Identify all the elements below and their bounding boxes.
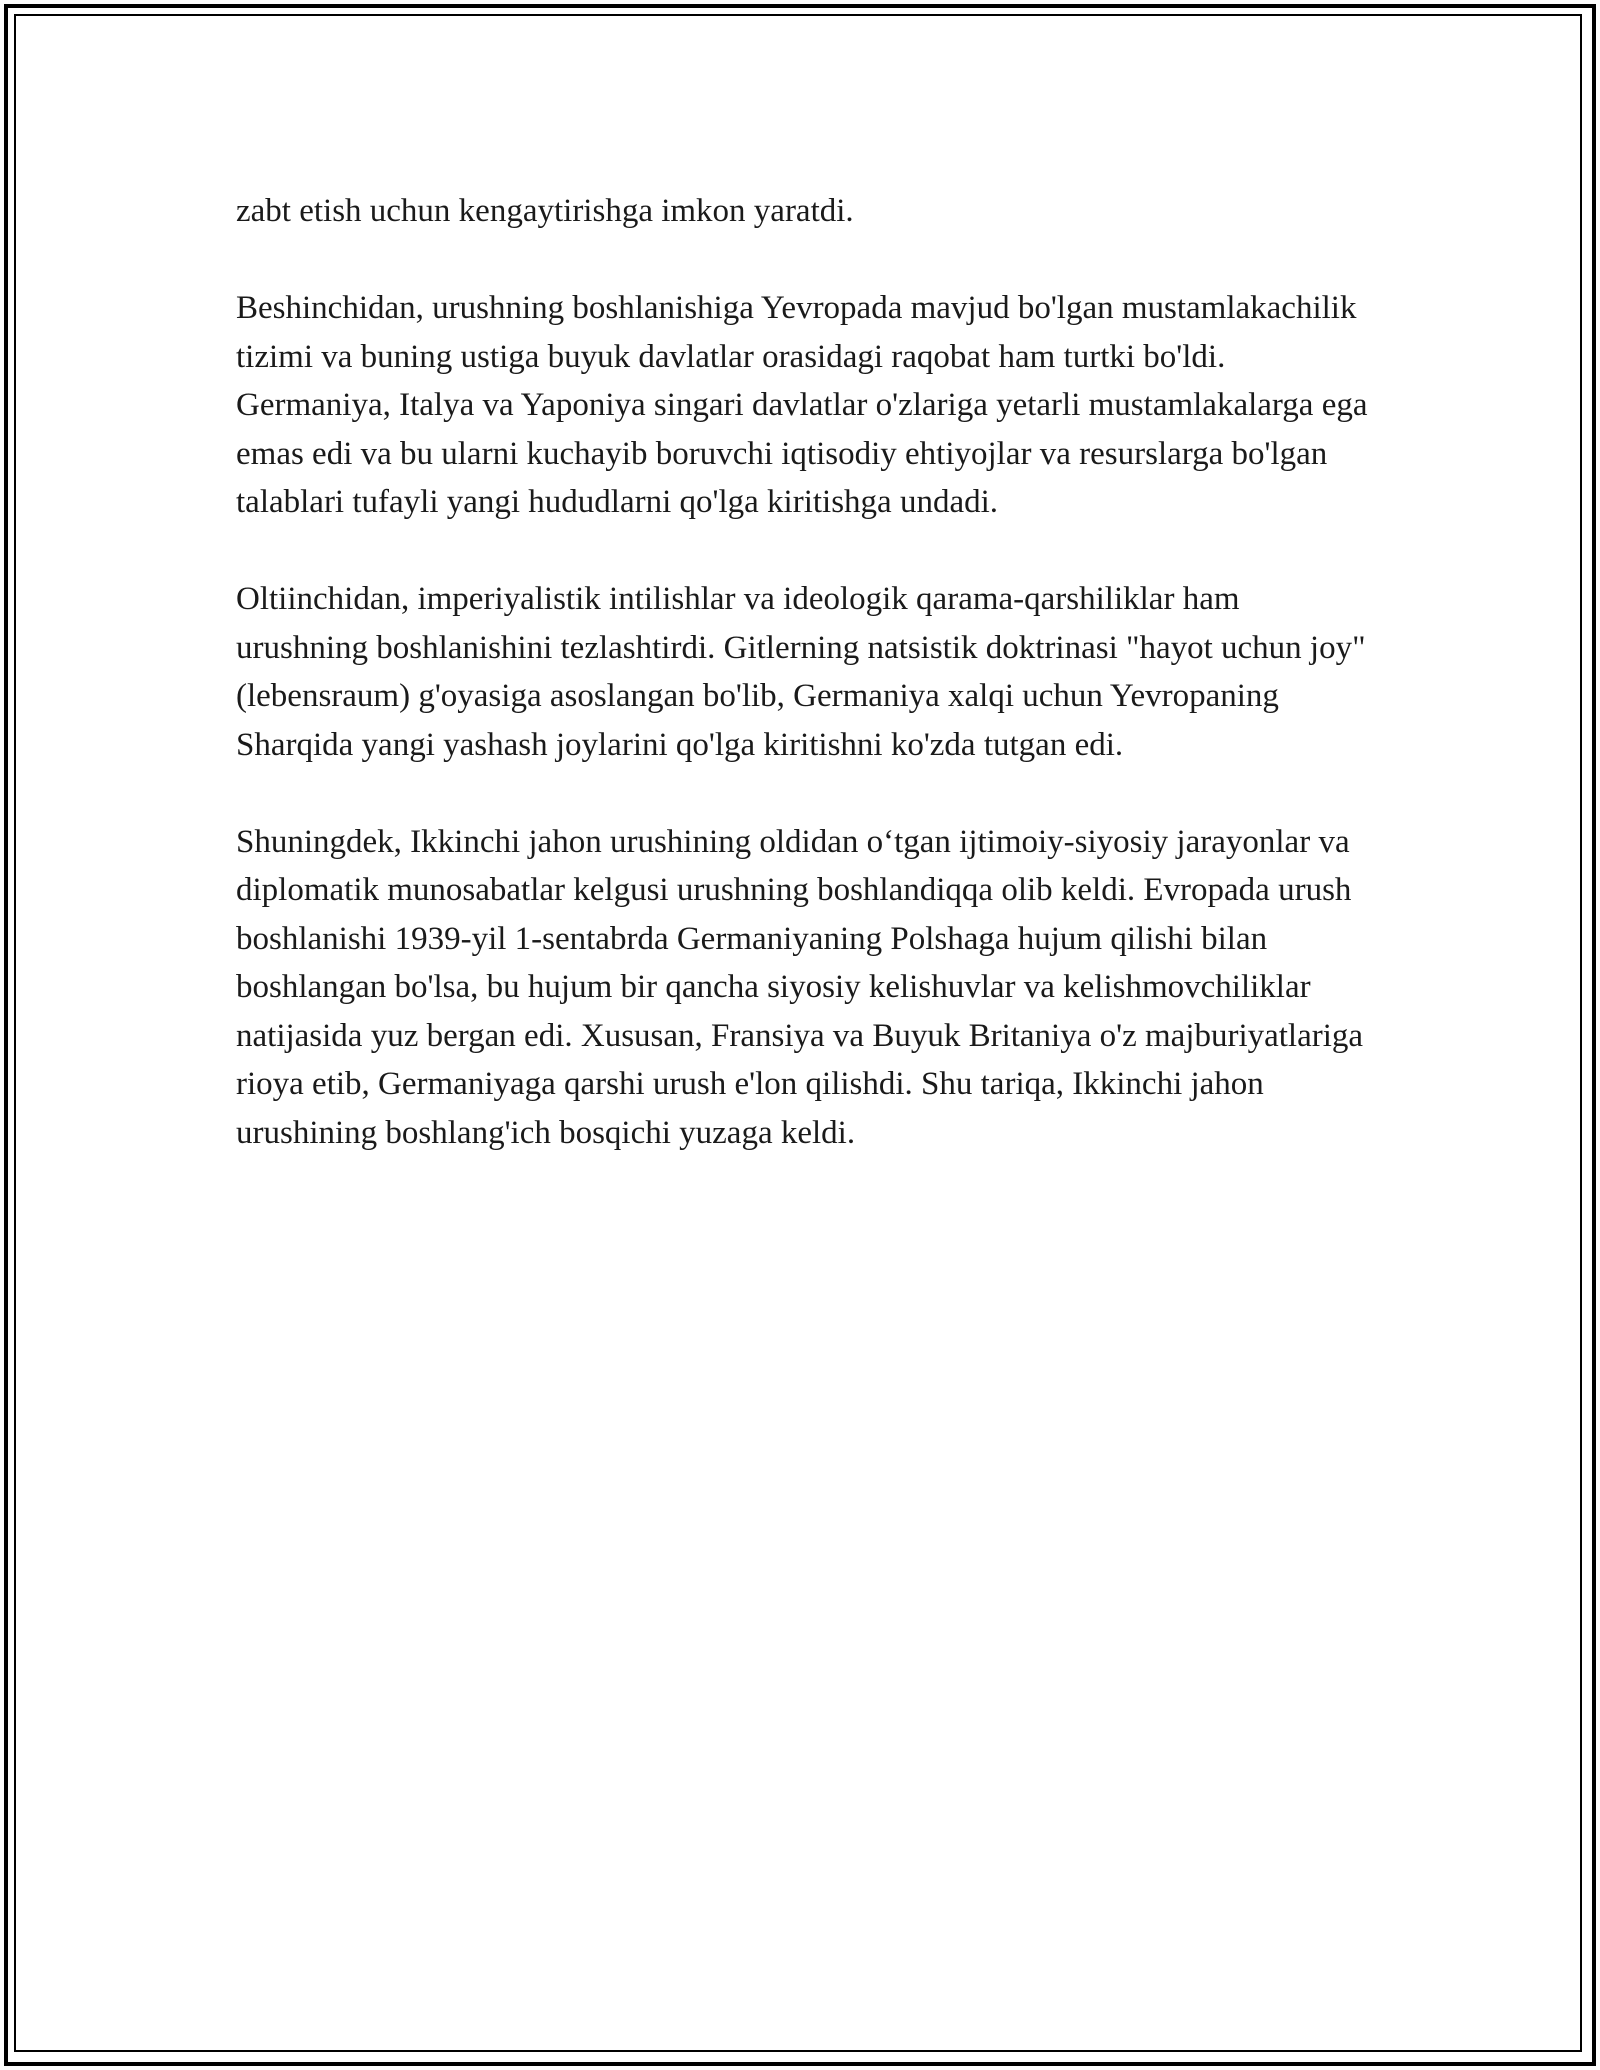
document-body — [236, 187, 1376, 1157]
paragraph-continuation: zabt etish uchun kengaytirishga imkon yaratdi. — [236, 193, 854, 229]
paragraph-conclusion: Shuningdek, Ikkinchi jahon urushining oldidan o‘tgan ijtimoiy-siyosiy jarayonlar va diplomatik munosabatlar kelgusi urushning boshlandiqqa olib keldi. Evropada urush boshlanishi 1939-yil 1-sentabrda Germaniyaning Polshaga hujum qilishi bilan boshlangan bo'lsa, bu hujum bir qancha siyosiy kelishuvlar va kelishmovchiliklar natijasida yuz bergan edi. Xususan, Fransiya va Buyuk Britaniya o'z majburiyatlariga rioya etib, Germaniyaga qarshi urush e'lon qilishdi. Shu tariqa, Ikkinchi jahon urushining boshlang'ich bosqichi yuzaga keldi. — [236, 823, 1364, 1151]
paragraph-sixth-reason: Oltiinchidan, imperiyalistik intilishlar va ideologik qarama-qarshiliklar ham urushning boshlanishini tezlashtirdi. Gitlerning natsistik doktrinasi "hayot uchun joy" (lebensraum) g'oyasiga asoslangan bo'lib, Germaniya xalqi uchun Yevropaning Sharqida yangi yashash joylarini qo'lga kiritishni ko'zda tutgan edi. — [236, 581, 1366, 763]
paragraph-fifth-reason: Beshinchidan, urushning boshlanishiga Yevropada mavjud bo'lgan mustamlakachilik tizimi va buning ustiga buyuk davlatlar orasidagi raqobat ham turtki bo'ldi. Germaniya, Italya va Yaponiya singari davlatlar o'zlariga yetarli mustamlakalarga ega emas edi va bu ularni kuchayib boruvchi iqtisodiy ehtiyojlar va resurslarga bo'lgan talablari tufayli yangi hududlarni qo'lga kiritishga undadi. — [236, 290, 1368, 520]
